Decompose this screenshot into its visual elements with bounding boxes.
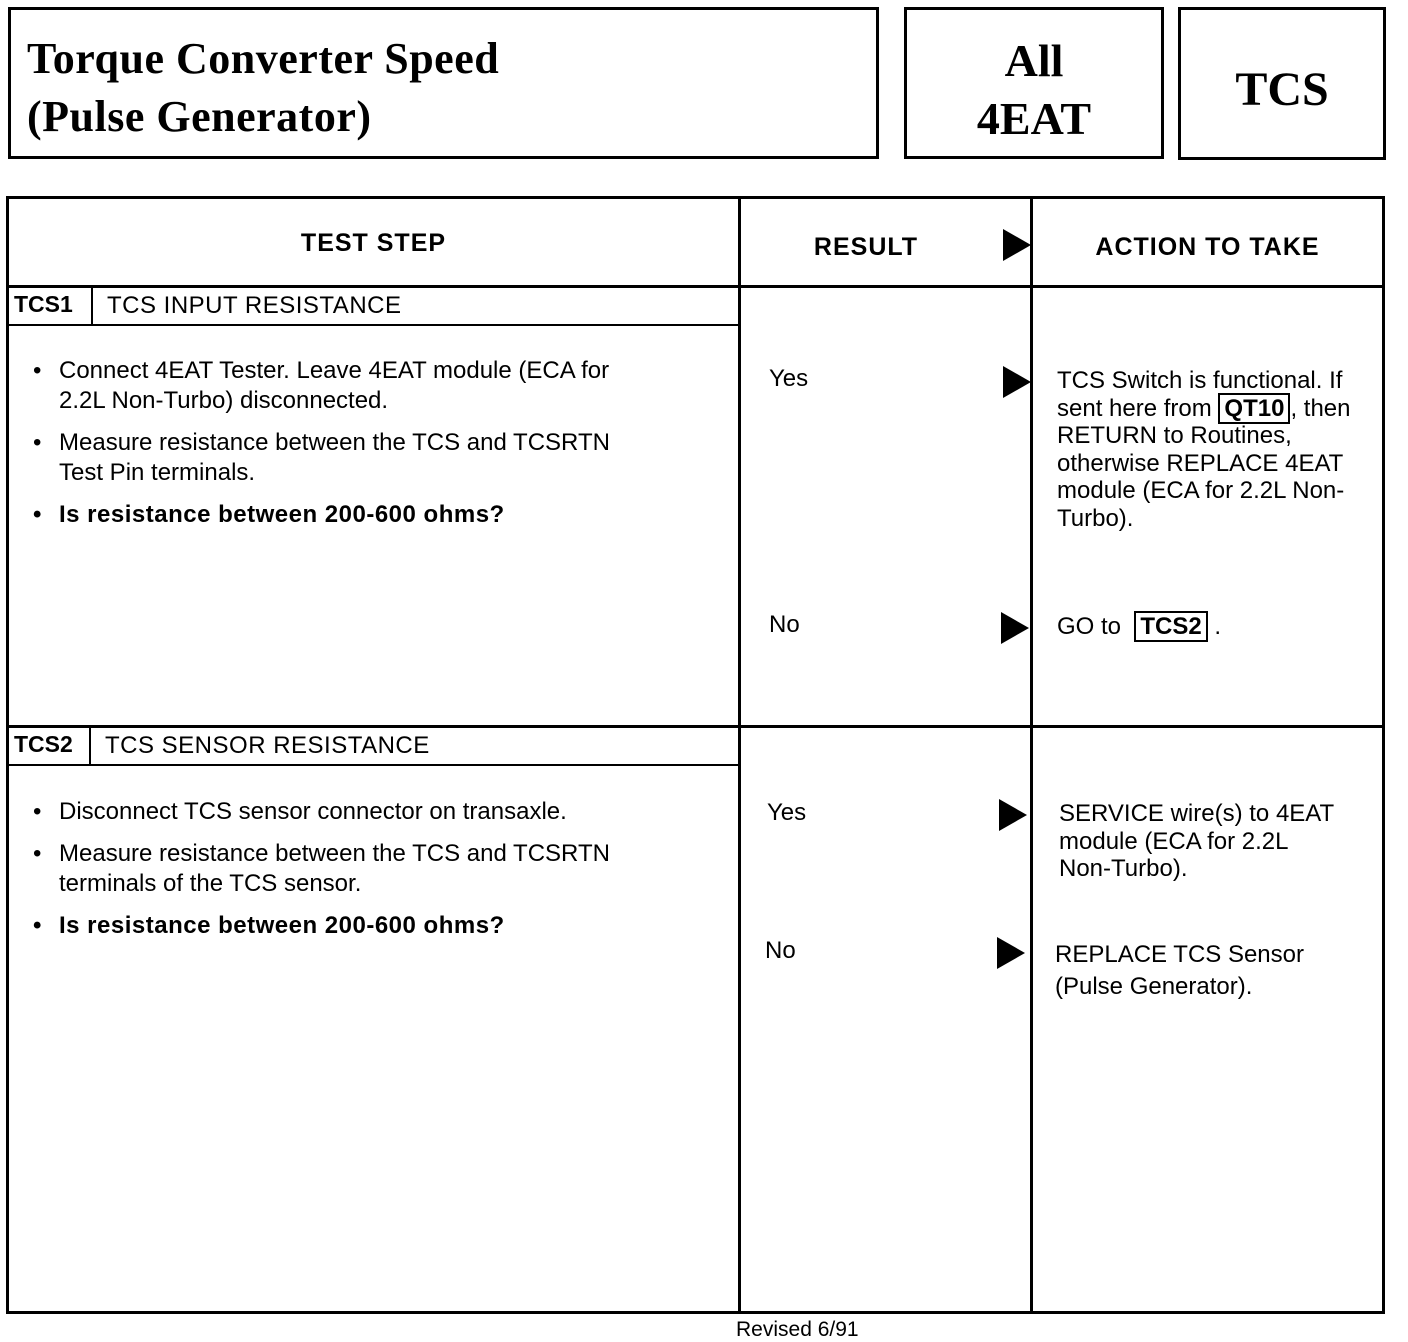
header-test-step: TEST STEP <box>300 229 447 257</box>
arrow-right-icon <box>999 799 1027 831</box>
code-box <box>1178 7 1386 160</box>
step-reference-qt10[interactable]: QT10 <box>1218 393 1290 424</box>
step-header-tcs2 <box>9 728 738 766</box>
action-text: REPLACE TCS Sensor (Pulse Generator). <box>1055 941 1304 1000</box>
title-box <box>8 7 879 159</box>
title-line-1: Torque Converter Speed <box>27 34 500 83</box>
list-item: • Connect 4EAT Tester. Leave 4EAT module (ECA for 2.2L Non-Turbo) disconnected. <box>33 356 653 416</box>
step-id: TCS2 <box>9 728 91 764</box>
action-text: TCS Switch is functional. If sent here from QT10 , then RETURN to Routines, otherwise REPLACE 4EAT module (ECA for 2.2L Non-Turbo). <box>1057 367 1351 532</box>
action-text: GO to TCS2 . <box>1057 613 1222 640</box>
test-table <box>6 196 1385 1314</box>
title-line-2: (Pulse Generator) <box>27 92 372 141</box>
step-title: TCS INPUT RESISTANCE <box>107 292 402 319</box>
result-yes: Yes <box>769 365 809 392</box>
list-item: • Is resistance between 200-600 ohms? <box>33 500 653 530</box>
result-yes: Yes <box>767 799 807 826</box>
step-instructions-tcs1 <box>33 356 653 542</box>
step-instructions-tcs2 <box>33 797 683 953</box>
revision-note: Revised 6/91 <box>736 1318 859 1341</box>
result-no: No <box>765 937 796 964</box>
step-id: TCS1 <box>9 288 93 324</box>
list-item: • Measure resistance between the TCS and TCSRTN Test Pin terminals. <box>33 428 653 488</box>
arrow-right-icon <box>997 937 1025 969</box>
step-title: TCS SENSOR RESISTANCE <box>105 732 430 759</box>
arrow-right-icon <box>1003 366 1031 398</box>
step-reference-tcs2[interactable]: TCS2 <box>1134 611 1207 642</box>
result-no: No <box>769 611 800 638</box>
scope-line-1: All <box>1004 35 1064 86</box>
arrow-right-icon <box>1001 612 1029 644</box>
list-item: • Is resistance between 200-600 ohms? <box>33 911 683 941</box>
scope-box <box>904 7 1164 159</box>
step-header-tcs1 <box>9 288 738 326</box>
scope-line-2: 4EAT <box>976 93 1092 144</box>
list-item: • Disconnect TCS sensor connector on transaxle. <box>33 797 683 827</box>
header-action: ACTION TO TAKE <box>1095 233 1320 261</box>
action-text: SERVICE wire(s) to 4EAT module (ECA for 2.2L Non-Turbo). <box>1059 800 1334 882</box>
page-title <box>27 30 499 146</box>
header-arrow-icon <box>1003 229 1031 261</box>
header-result: RESULT <box>813 233 919 261</box>
divider-step-result <box>738 199 741 1311</box>
list-item: • Measure resistance between the TCS and TCSRTN terminals of the TCS sensor. <box>33 839 683 899</box>
pinpoint-code: TCS <box>1235 63 1329 116</box>
